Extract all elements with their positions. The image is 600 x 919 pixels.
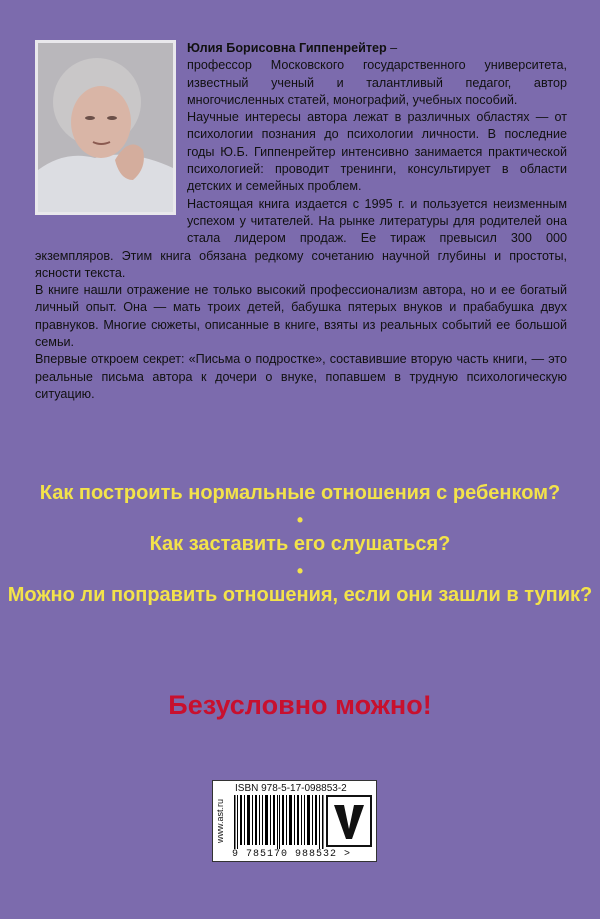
questions-block (0, 480, 600, 609)
question-2: Как заставить его слушаться? (149, 533, 451, 555)
bio-paragraph: профессор Московского государственного университета, известный ученый и талантливый педагог, автор многочисленных статей, монографий, учебных пособий. (187, 58, 567, 107)
bullet-icon: • (296, 510, 304, 530)
question-3: Можно ли поправить отношения, если они зашли в тупик? (7, 584, 593, 606)
publisher-v-logo-icon (326, 795, 372, 847)
question-1: Как построить нормальные отношения с ребенком? (39, 482, 561, 504)
site-url: www.ast.ru (215, 799, 225, 844)
author-bio (35, 40, 567, 403)
barcode-bars (234, 795, 324, 849)
bio-paragraph: Научные интересы автора лежат в различных областях — от психологии познания до психологии личности. В последние годы Ю.Б. Гиппенрейтер интенсивно занимается практической психологией: проводит тренинги, консультирует в области детских и семейных проблем. (187, 110, 567, 194)
bio-paragraph: Настоящая книга издается с 1995 г. и пользуется неизменным успехом у читателей. На рынке литературы для родителей она стала лидером продаж. Ее тираж превысил 300 000 экземпляров. Этим книга обязана редкому сочетанию научной глубины и простоты, ясности текста. (35, 196, 567, 280)
ean-digits: 9 785170 988532 > (232, 849, 352, 860)
author-name: Юлия Борисовна Гиппенрейтер (187, 41, 387, 55)
bio-intro: Юлия Борисовна Гиппенрейтер – (187, 41, 398, 55)
bio-paragraph: В книге нашли отражение не только высокий профессионализм автора, но и ее богатый личный опыт. Она — мать троих детей, бабушка пятерых внуков и прабабушка двух правнуков. Многие сюжеты, описанные в книге, взяты из реальных событий ее большой семьи. (35, 283, 567, 350)
isbn-text: ISBN 978-5-17-098853-2 (235, 783, 347, 794)
bio-paragraph: Впервые откроем секрет: «Письма о подростке», составившие вторую часть книги, — это реальные письма автора к дочери о внуке, попавшем в трудную психологическую ситуацию. (35, 352, 567, 401)
bullet-icon: • (296, 561, 304, 581)
answer-text: Безусловно можно! (168, 690, 432, 720)
